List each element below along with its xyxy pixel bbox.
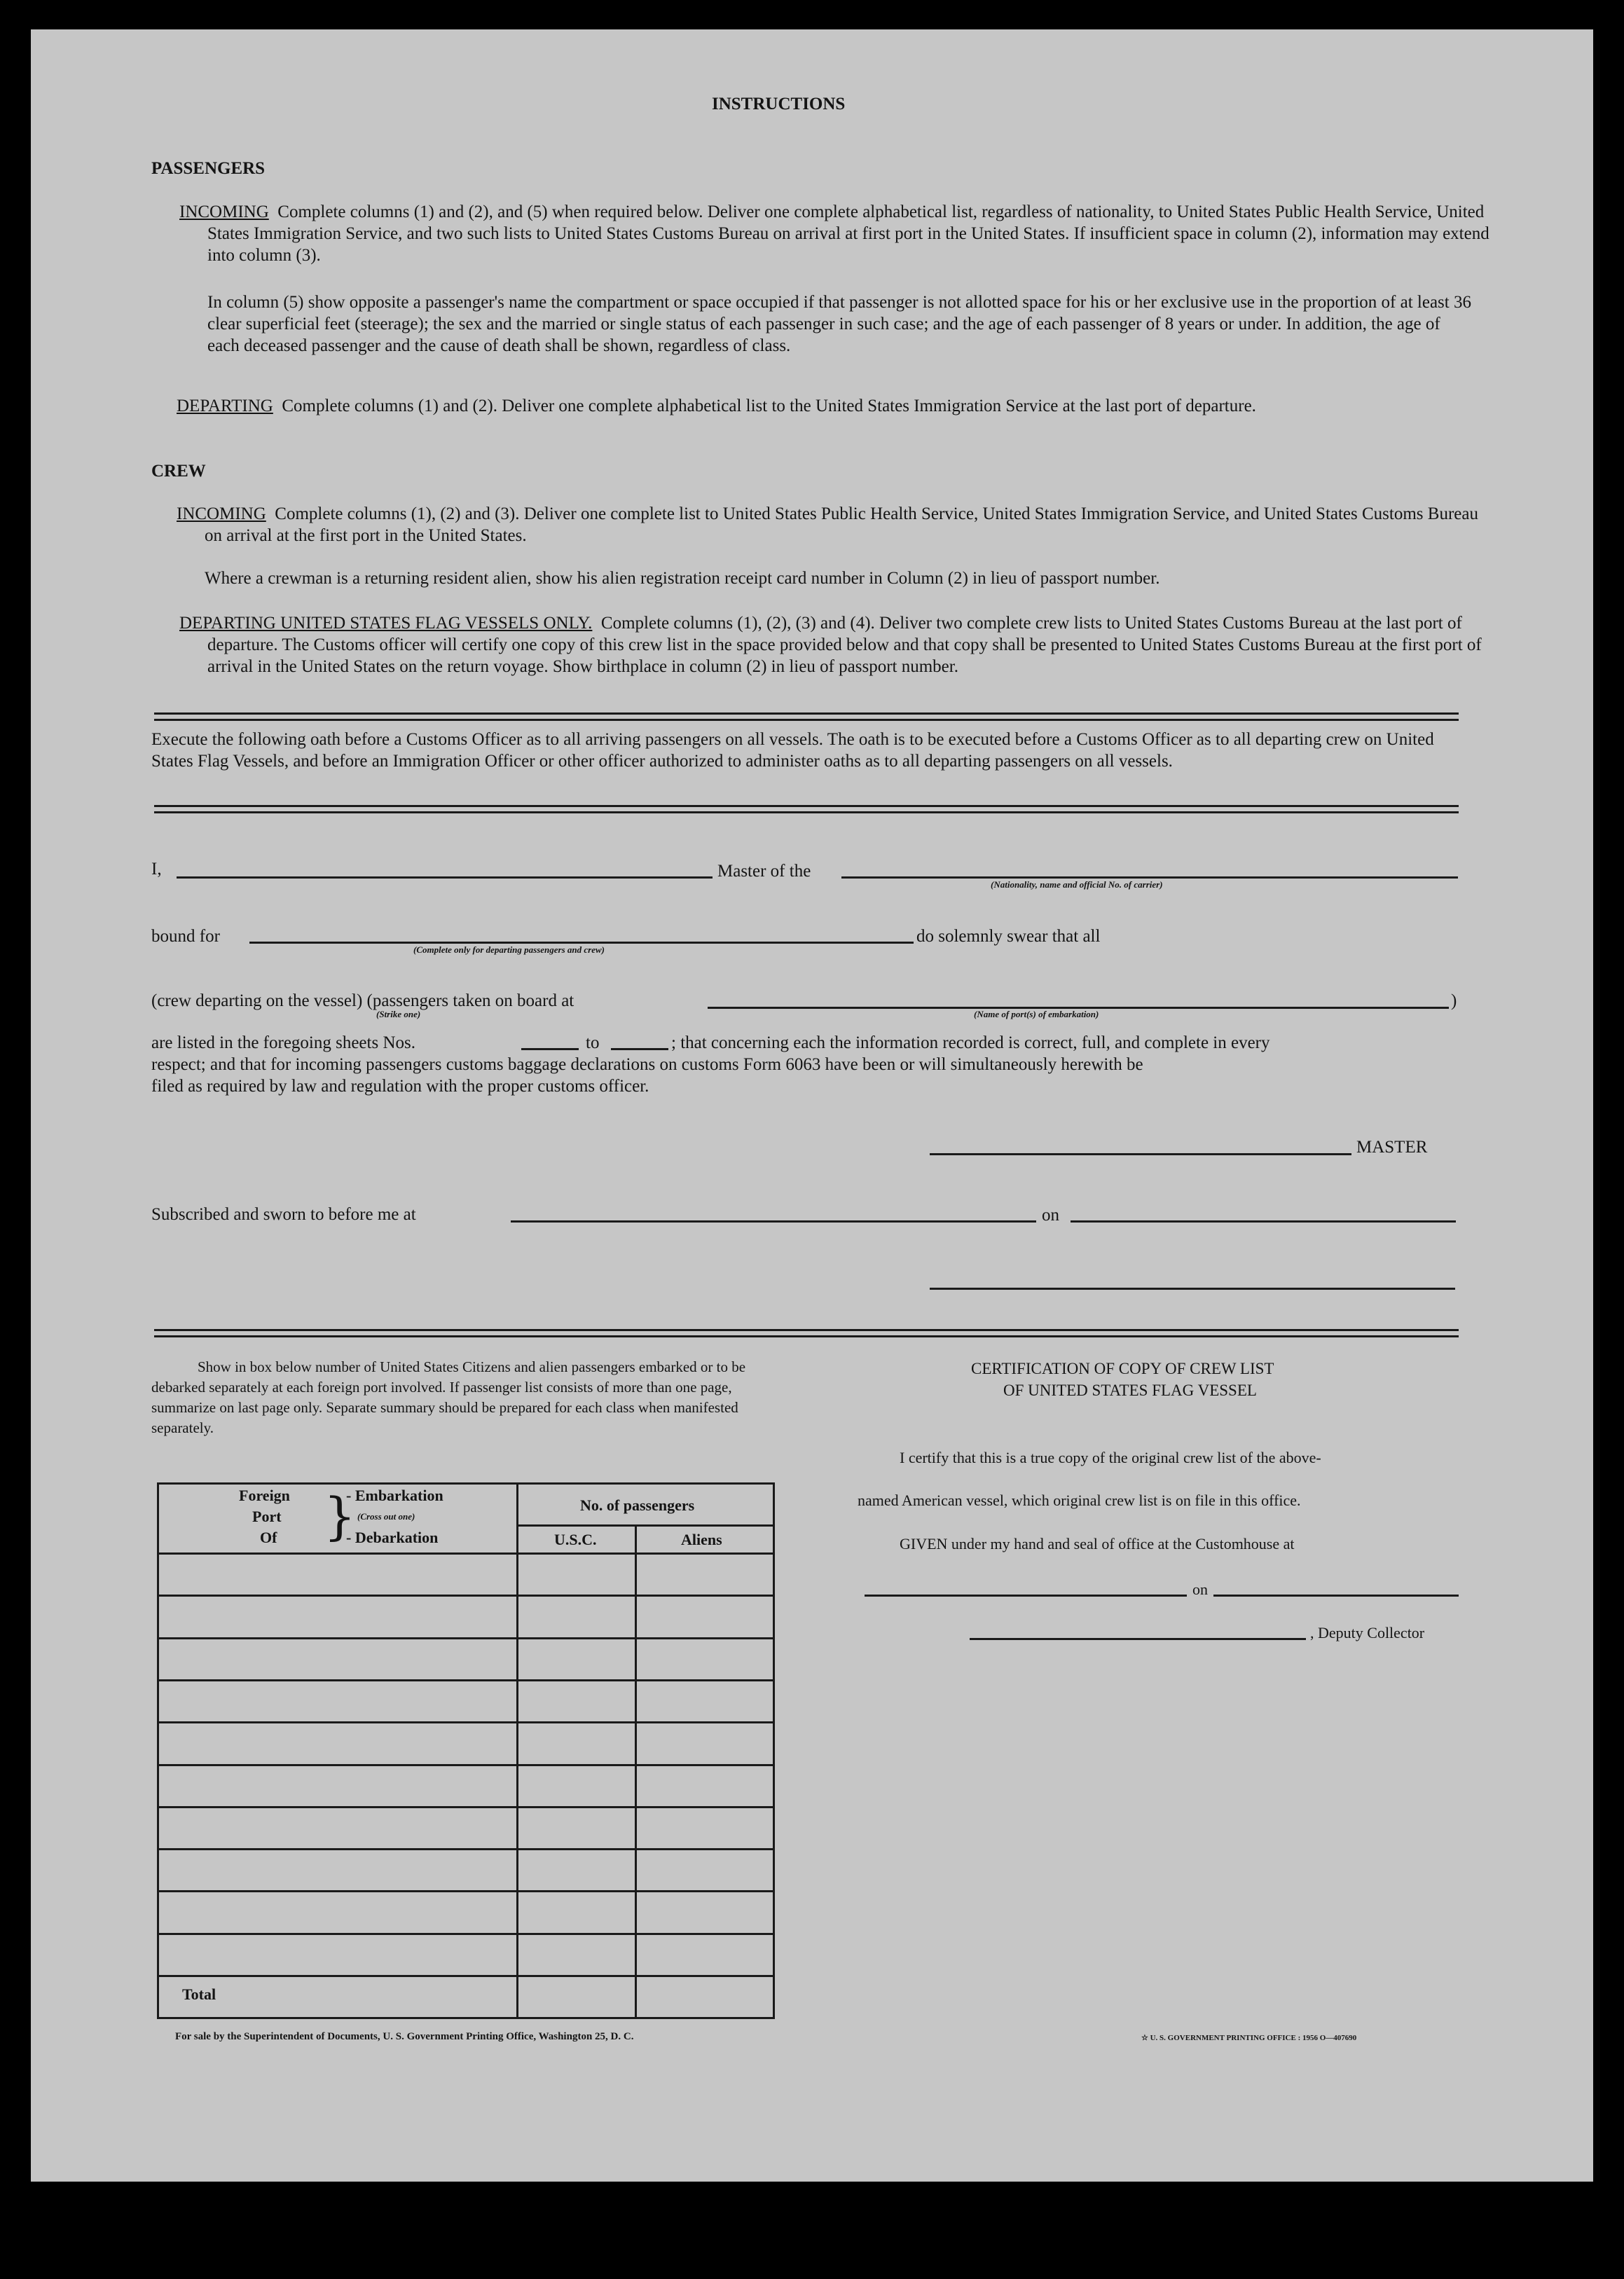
deputy-signature-line[interactable] bbox=[970, 1638, 1306, 1640]
passengers-departing-label: DEPARTING bbox=[177, 397, 273, 415]
debarkation-label: - Debarkation bbox=[346, 1529, 439, 1546]
crew-incoming-label: INCOMING bbox=[177, 504, 266, 523]
passenger-summary-table bbox=[157, 1482, 775, 2019]
deputy-collector-label: , Deputy Collector bbox=[1310, 1624, 1425, 1641]
filed-text: filed as required by law and regulation with the proper customs officer. bbox=[151, 1077, 649, 1096]
close-paren: ) bbox=[1451, 991, 1457, 1010]
passengers-column5-paragraph: In column (5) show opposite a passenger's name the compartment or space occupied if that passenger is not allotted space for his or her exclusive use in the proportion of at least 36 clear superficial feet (steerage); the sex and the married or single status of each passenger in such case; and the age of each passenger of 8 years or under. In addition, the age of each deceased passenger and the cause of death shall be shown, regardless of class. bbox=[207, 293, 1471, 355]
master-label: MASTER bbox=[1356, 1138, 1428, 1157]
of-label: Of bbox=[260, 1529, 277, 1546]
crew-departing-text: Complete columns (1), (2), (3) and (4). Deliver two complete crew lists to United States Customs Bureau at the last port of departure. The Customs officer will certify one copy of this crew list in the space provided below and that copy shall be presented to United States Customs Bureau at the first port of arrival in the United States on the return voyage. Show birthplace in column (2) in lieu of passport number. bbox=[207, 614, 1482, 676]
crew-incoming-text: Complete columns (1), (2) and (3). Deliver one complete list to United States Public Health Service, United States Immigration Service, and United States Customs Bureau on arrival at the first port in the United States. bbox=[205, 504, 1478, 545]
master-signature-line[interactable] bbox=[930, 1153, 1351, 1155]
subscribed-label: Subscribed and sworn to before me at bbox=[151, 1205, 416, 1224]
foreign-label: Foreign bbox=[239, 1487, 290, 1504]
passengers-departing-paragraph bbox=[177, 395, 1501, 417]
complete-only-hint: (Complete only for departing passengers and crew) bbox=[413, 944, 605, 955]
certification-line-2: named American vessel, which original crew list is on file in this office. bbox=[858, 1492, 1301, 1509]
listed-to-label: to bbox=[586, 1033, 600, 1052]
carrier-line[interactable] bbox=[841, 876, 1458, 879]
brace-icon: } bbox=[324, 1487, 356, 1545]
passengers-departing-text: Complete columns (1) and (2). Deliver one complete alphabetical list to the United States Immigration Service at the last port of departure. bbox=[282, 397, 1256, 415]
sworn-date-line[interactable] bbox=[1071, 1220, 1456, 1223]
table-row bbox=[157, 1975, 773, 1977]
table-row bbox=[157, 1552, 773, 1555]
table-divider bbox=[635, 1524, 637, 2017]
table-row bbox=[157, 1764, 773, 1766]
passengers-incoming-label: INCOMING bbox=[179, 202, 269, 221]
strike-one-hint: (Strike one) bbox=[376, 1009, 421, 1019]
crew-incoming-paragraph bbox=[177, 503, 1494, 546]
swear-label: do solemnly swear that all bbox=[916, 927, 1101, 946]
crew-resident-text: Where a crewman is a returning resident alien, show his alien registration receipt card number in Column (2) in lieu of passport number. bbox=[205, 569, 1160, 588]
separator-rule bbox=[154, 1329, 1459, 1337]
sworn-on-label: on bbox=[1042, 1206, 1059, 1225]
table-divider bbox=[516, 1524, 773, 1527]
crew-departing-label: (crew departing on the vessel) (passengers taken on board at bbox=[151, 991, 574, 1010]
listed-label: are listed in the foregoing sheets Nos. bbox=[151, 1033, 415, 1052]
table-divider bbox=[516, 1482, 518, 2017]
total-label: Total bbox=[182, 1985, 216, 2003]
certification-title-2: OF UNITED STATES FLAG VESSEL bbox=[1003, 1382, 1257, 1399]
separator-rule bbox=[154, 712, 1459, 721]
cross-out-hint: (Cross out one) bbox=[357, 1511, 415, 1522]
port-label: Port bbox=[252, 1508, 282, 1525]
usc-header: U.S.C. bbox=[554, 1531, 597, 1548]
sheet-from-line[interactable] bbox=[521, 1048, 579, 1050]
sworn-place-line[interactable] bbox=[511, 1220, 1036, 1223]
bound-for-line[interactable] bbox=[249, 942, 914, 944]
table-row bbox=[157, 1679, 773, 1681]
form-sheet bbox=[31, 29, 1593, 2182]
passengers-heading: PASSENGERS bbox=[151, 159, 266, 178]
officer-signature-line[interactable] bbox=[930, 1288, 1455, 1290]
certification-date-line[interactable] bbox=[1213, 1595, 1459, 1597]
certification-on-label: on bbox=[1192, 1581, 1208, 1598]
master-name-line[interactable] bbox=[177, 876, 713, 879]
no-passengers-header: No. of passengers bbox=[580, 1496, 695, 1514]
oath-i-label: I, bbox=[151, 860, 162, 879]
customhouse-line[interactable] bbox=[865, 1595, 1187, 1597]
separator-rule bbox=[154, 805, 1459, 813]
table-row bbox=[157, 1933, 773, 1935]
gpo-imprint: ☆ U. S. GOVERNMENT PRINTING OFFICE : 1956 O—407690 bbox=[1141, 2034, 1357, 2042]
certification-line-3: GIVEN under my hand and seal of office at the Customhouse at bbox=[900, 1535, 1295, 1552]
table-row bbox=[157, 1890, 773, 1892]
oath-instruction: Execute the following oath before a Customs Officer as to all arriving passengers on all vessels. The oath is to be executed before a Customs Officer as to all departing crew on United States Flag Vessels, and before an Immigration Officer or other officer authorized to administer oaths as to all departing passengers on all vessels. bbox=[151, 730, 1434, 771]
crew-heading: CREW bbox=[151, 462, 206, 481]
table-row bbox=[157, 1637, 773, 1639]
table-row bbox=[157, 1806, 773, 1808]
certification-title-1: CERTIFICATION OF COPY OF CREW LIST bbox=[971, 1360, 1274, 1377]
respect-text: respect; and that for incoming passengers customs baggage declarations on customs Form 6063 have been or will simultaneously herewith be bbox=[151, 1055, 1143, 1074]
sheet-to-line[interactable] bbox=[611, 1048, 668, 1050]
certification-line-1: I certify that this is a true copy of the original crew list of the above- bbox=[900, 1449, 1321, 1466]
aliens-header: Aliens bbox=[681, 1531, 722, 1548]
crew-departing-paragraph bbox=[179, 612, 1489, 677]
passengers-incoming-paragraph bbox=[179, 201, 1500, 266]
embarkation-label: - Embarkation bbox=[346, 1487, 443, 1504]
bound-for-label: bound for bbox=[151, 927, 220, 946]
nationality-hint: (Nationality, name and official No. of carrier) bbox=[991, 879, 1163, 890]
page-title: INSTRUCTIONS bbox=[712, 95, 846, 113]
table-row bbox=[157, 1721, 773, 1723]
table-row bbox=[157, 1848, 773, 1850]
summary-instructions: Show in box below number of United States Citizens and alien passengers embarked or to be debarked separately at each foreign port involved. If passenger list consists of more than one page, summarize on last page only. Separate summary should be prepared for each class when manifested separately. bbox=[151, 1358, 746, 1436]
crew-departing-label: DEPARTING UNITED STATES FLAG VESSELS ONLY. bbox=[179, 614, 593, 633]
listed-text: ; that concerning each the information recorded is correct, full, and complete in every bbox=[671, 1033, 1270, 1052]
master-of-the-label: Master of the bbox=[717, 862, 811, 881]
ports-hint: (Name of port(s) of embarkation) bbox=[974, 1009, 1099, 1019]
table-row bbox=[157, 1595, 773, 1597]
for-sale-note: For sale by the Superintendent of Documents, U. S. Government Printing Office, Washington 25, D. C. bbox=[175, 2031, 634, 2042]
passengers-incoming-text: Complete columns (1) and (2), and (5) when required below. Deliver one complete alphabetical list, regardless of nationality, to United States Public Health Service, United States Immigration Service, and two such lists to United States Customs Bureau on arrival at first port in the United States. If insufficient space in column (2), information may extend into column (3). bbox=[207, 202, 1489, 265]
